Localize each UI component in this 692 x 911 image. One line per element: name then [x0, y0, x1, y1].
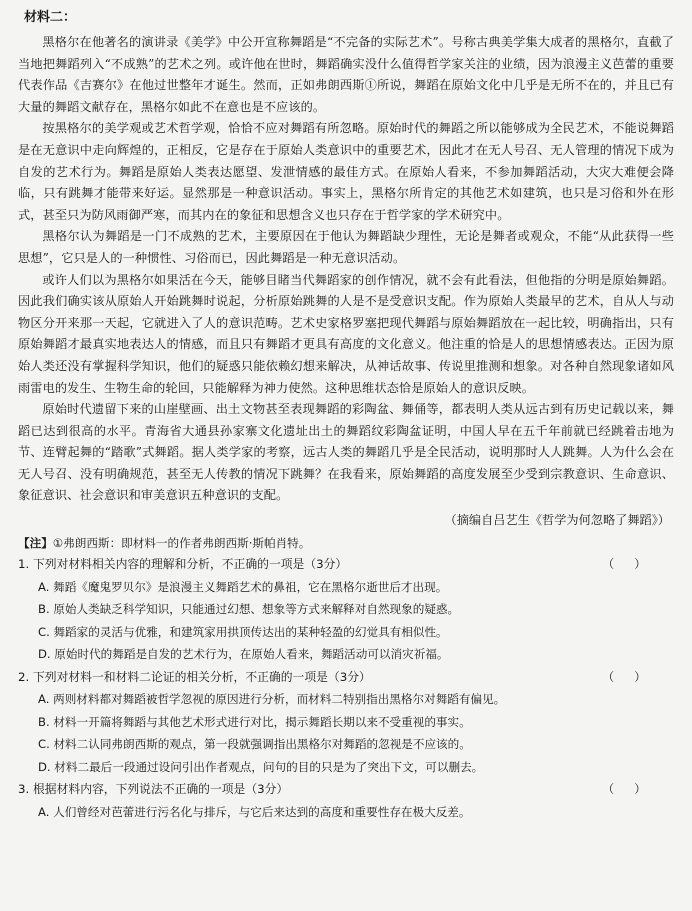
question-3: [18, 778, 674, 823]
footnote-label: 【注】: [18, 536, 53, 551]
option-d: D. 材料二最后一段通过设问引出作者观点，问句的目的只是为了突出下文，可以删去。: [38, 759, 484, 774]
paragraph: 或许人们以为黑格尔如果活在今天，能够目睹当代舞蹈家的创作情况，就不会有此看法，但他指的分明是原始舞蹈。因此我们确实该从原始人开始跳舞时说起，分析原始跳舞的人是不是受意识支配。作为原始人类最早的艺术，自从人与动物区分开来那一天起，它就进入了人的意识范畴。艺术史家格罗塞把现代舞蹈与原始舞蹈放在一起比较，明确指出，只有原始舞蹈才最真实地表达人的情感，而且只有舞蹈才更具有高度的文化意义。他注重的恰是人的思想情感表达。正因为原始人类还没有掌握科学知识，他们的疑惑只能依赖幻想来解决，从神话故事、传说里推测和想象。对各种自然现象诸如风雨雷电的发生、生物生命的轮回，只能解释为神力使然。这种思维状态恰是原始人的意识反映。: [18, 272, 674, 395]
answer-blank: （）: [602, 669, 666, 684]
answer-blank: （）: [602, 557, 666, 572]
option-a: A. 两则材料都对舞蹈被哲学忽视的原因进行分析，而材料二特别指出黑格尔对舞蹈有偏见。: [38, 692, 506, 707]
question-1: [18, 553, 674, 666]
question-stem: 3. 根据材料内容，下列说法不正确的一项是（3分）: [18, 782, 289, 797]
footnote-text: ①弗朗西斯：即材料一的作者弗朗西斯·斯帕肖特。: [52, 536, 311, 551]
material-heading: 材料二：: [24, 10, 77, 25]
option-c: C. 材料二认同弗朗西斯的观点，第一段就强调指出黑格尔对舞蹈的忽视是不应该的。: [38, 737, 471, 752]
option-a: A. 人们曾经对芭蕾进行污名化与排斥，与它后来达到的高度和重要性存在极大反差。: [38, 804, 471, 819]
option-b: B. 材料一开篇将舞蹈与其他艺术形式进行对比，揭示舞蹈长期以来不受重视的事实。: [38, 714, 471, 729]
paragraph: 黑格尔认为舞蹈是一门不成熟的艺术，主要原因在于他认为舞蹈缺少理性，无论是舞者或观众，不能“从此获得一些思想”，它只是人的一种惯性、习俗而已，因此舞蹈是一种无意识活动。: [18, 229, 674, 265]
source-citation: （摘编自吕艺生《哲学为何忽略了舞蹈》）: [444, 513, 670, 528]
question-stem: 2. 下列对材料一和材料二论证的相关分析，不正确的一项是（3分）: [18, 669, 371, 684]
option-c: C. 舞蹈家的灵活与优雅，和建筑家用拱顶传达出的某种轻盈的幻觉具有相似性。: [38, 624, 448, 639]
footnote: [18, 533, 674, 553]
paragraph: 黑格尔在他著名的演讲录《美学》中公开宣称舞蹈是“不完备的实际艺术”。号称古典美学集大成者的黑格尔，直截了当地把舞蹈列入“不成熟”的艺术之列。或许他在世时，舞蹈确实没什么值得哲学家关注的业绩，因为浪漫主义芭蕾的重要代表作品《吉赛尔》在他过世整年才诞生。然而，正如弗朗西斯①所说，舞蹈在原始文化中几乎是无所不在的，并且已有大量的舞蹈文献存在，黑格尔如此不在意也是不应该的。: [18, 35, 674, 114]
paragraph: 按黑格尔的美学观或艺术哲学观，恰恰不应对舞蹈有所忽略。原始时代的舞蹈之所以能够成为全民艺术，不能说舞蹈是在无意识中走向辉煌的，正相反，它是存在于原始人类意识中的重要艺术，因此才在无人号召、无人管理的情况下成为自发的艺术行为。舞蹈是原始人类表达愿望、发泄情感的最佳方式。在原始人看来，不参加舞蹈活动，大灾大难便会降临，只有跳舞才能带来好运。显然那是一种意识活动。事实上，黑格尔所肯定的其他艺术如建筑，也只是习俗和外在形式，甚至只为防风雨御严寒，而其内在的象征和思想含义也只存在于哲学家的学术研究中。: [18, 121, 674, 222]
paragraph: 原始时代遗留下来的山崖壁画、出土文物甚至表现舞蹈的彩陶盆、舞俑等，都表明人类从远古到有历史记载以来，舞蹈已达到很高的水平。青海省大通县孙家寨文化遗址出土的舞蹈纹彩陶盆证明，中国人早在五千年前就已经跳着击地为节、连臂起舞的“踏歌”式舞蹈。据人类学家的考察，远古人类的舞蹈几乎是全民活动，说明那时人人跳舞。人为什么会在无人号召、没有明确规范，甚至无人传教的情况下跳舞？在我看来，原始舞蹈的高度发展至少受到宗教意识、生命意识、象征意识、社会意识和审美意识五种意识的支配。: [18, 402, 674, 503]
option-a: A. 舞蹈《魔鬼罗贝尔》是浪漫主义舞蹈艺术的鼻祖，它在黑格尔逝世后才出现。: [38, 579, 448, 594]
answer-blank: （）: [602, 782, 666, 797]
question-stem: 1. 下列对材料相关内容的理解和分析，不正确的一项是（3分）: [18, 557, 348, 572]
option-b: B. 原始人类缺乏科学知识，只能通过幻想、想象等方式来解释对自然现象的疑惑。: [38, 602, 460, 617]
question-2: [18, 666, 674, 779]
option-d: D. 原始时代的舞蹈是自发的艺术行为，在原始人看来，舞蹈活动可以消灾祈福。: [38, 647, 449, 662]
